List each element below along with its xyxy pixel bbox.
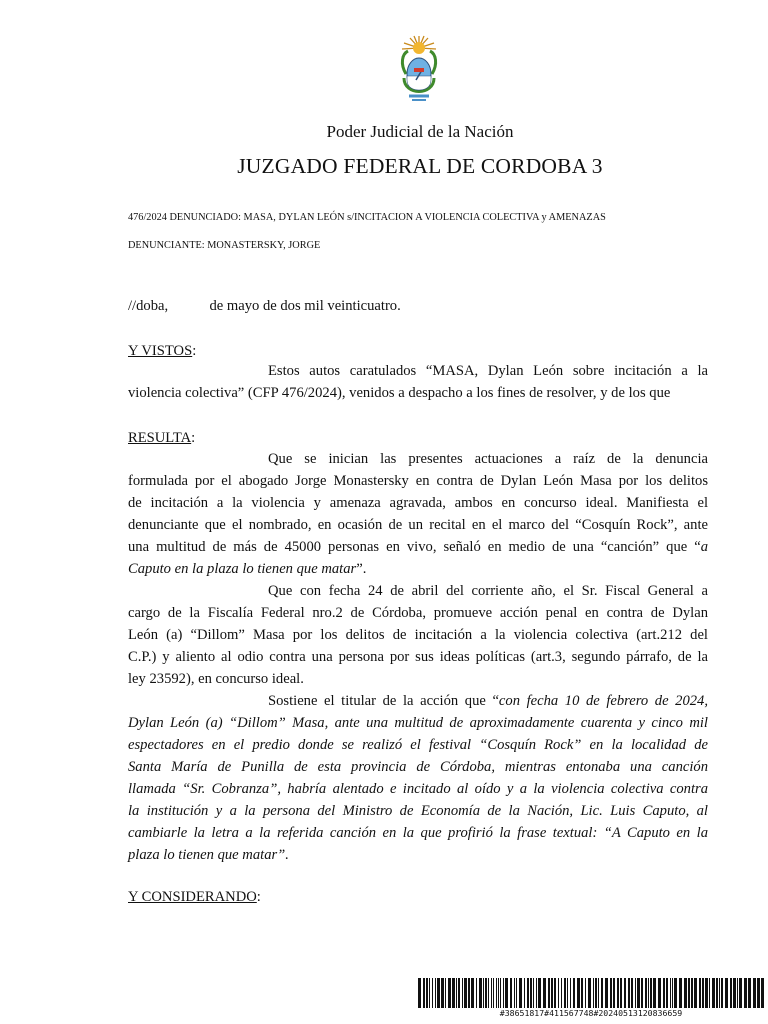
resulta-p3-line: Santa María de Punilla de esta provincia de Córdoba, mientras entonaba una canción <box>128 759 708 775</box>
resulta-p1-line: de incitación a la violencia y amenaza agravada, ambos en concurso ideal. Manifiesta el <box>128 495 708 511</box>
y-considerando-heading: Y CONSIDERANDO: <box>128 889 261 905</box>
dateline <box>128 295 708 317</box>
resulta-p2-line: León (a) “Dillom” Masa por los delitos de incitación a la violencia colectiva (art.212 del <box>128 627 708 643</box>
document-barcode <box>418 978 764 1008</box>
dateline-place: //doba, <box>128 298 169 314</box>
resulta-p3-line: llamada “Sr. Cobranza”, habría alentado e incitado al oído y a la violencia colectiva contra <box>128 781 708 797</box>
resulta-p1-line: una multitud de más de 45000 personas en vivo, señaló en medio de una “canción” que “a <box>128 539 708 555</box>
resulta-p3-line: cambiarle la letra a la referida canción en la que profirió la frase textual: “A Caputo en la <box>128 825 708 841</box>
resulta-p2-line: ley 23592), en concurso ideal. <box>128 671 304 687</box>
resulta-p1-line: denunciante que el nombrado, en ocasión de un recital en el marco del “Cosquín Rock”, ante <box>128 517 708 533</box>
dateline-date: de mayo de dos mil veinticuatro. <box>209 298 401 314</box>
resulta-p1-last-line: Caputo en la plaza lo tienen que matar”. <box>128 561 367 577</box>
resulta-p3-line: la institución y a la persona del Ministro de Economía de la Nación, Lic. Luis Caputo, al <box>128 803 708 819</box>
complainant-line: DENUNCIANTE: MONASTERSKY, JORGE <box>128 240 321 251</box>
resulta-p2-line: C.P.) y aliento al odio contra una persona por sus ideas políticas (art.3, segundo párrafo, de la <box>128 649 708 665</box>
court-name: JUZGADO FEDERAL DE CORDOBA 3 <box>237 154 603 178</box>
y-vistos-line: Estos autos caratulados “MASA, Dylan León sobre incitación a la <box>268 363 708 379</box>
resulta-p3-first-line: Sostiene el titular de la acción que “con fecha 10 de febrero de 2024, <box>268 693 709 709</box>
resulta-p1-line: Que se inician las presentes actuaciones a raíz de la denuncia <box>268 451 708 467</box>
resulta-p2-line: cargo de la Fiscalía Federal nro.2 de Córdoba, promueve acción penal en contra de Dylan <box>128 605 708 621</box>
y-vistos-heading: Y VISTOS: <box>128 343 197 359</box>
resulta-p3-line: Dylan León (a) “Dillom” Masa, ante una multitud de aproximadamente cuarenta y cinco mil <box>128 715 708 731</box>
resulta-p1-line: formulada por el abogado Jorge Monastersky en contra de Dylan León Masa por los delitos <box>128 473 708 489</box>
resulta-heading: RESULTA: <box>128 430 196 446</box>
resulta-p2-line: Que con fecha 24 de abril del corriente año, el Sr. Fiscal General a <box>268 583 708 599</box>
resulta-p3-line: espectadores en el predio donde se realizó el festival “Cosquín Rock” en la localidad de <box>128 737 708 753</box>
resulta-p3-last-line: plaza lo tienen que matar”. <box>128 847 289 863</box>
issuing-authority: Poder Judicial de la Nación <box>326 122 514 141</box>
coat-of-arms-emblem <box>394 34 444 106</box>
case-caption: 476/2024 DENUNCIADO: MASA, DYLAN LEÓN s/INCITACION A VIOLENCIA COLECTIVA y AMENAZAS <box>128 212 606 223</box>
barcode-number: #38651817#411567748#20240513120836659 <box>499 1008 683 1018</box>
y-vistos-line: violencia colectiva” (CFP 476/2024), venidos a despacho a los fines de resolver, y de los que <box>128 385 671 401</box>
